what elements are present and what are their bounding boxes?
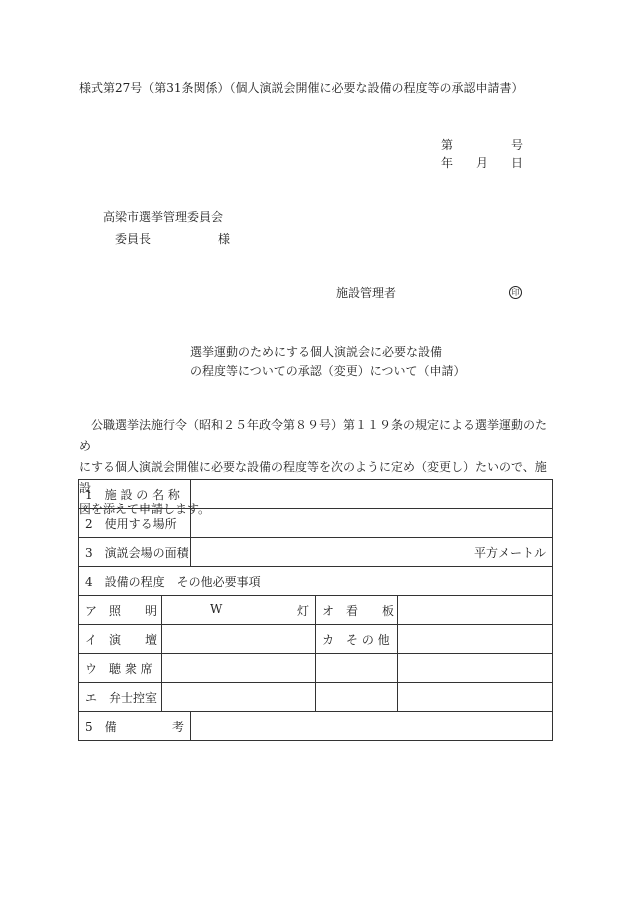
audience-seats-label: ウ 聴 衆 席	[79, 654, 162, 683]
applicant-label: 施設管理者	[336, 286, 397, 300]
audience-seats-value	[162, 654, 316, 683]
seal-mark: 印	[509, 286, 522, 299]
table-row	[79, 596, 553, 625]
table-row	[79, 654, 553, 683]
recipient-title: 委員長	[115, 232, 152, 246]
recipient-honorific: 様	[218, 232, 231, 246]
subject-line1: 選挙運動のためにする個人演説会に必要な設備	[190, 345, 443, 359]
empty-cell	[316, 654, 398, 683]
venue-area-unit: 平方メートル	[191, 538, 553, 567]
empty-cell	[316, 683, 398, 712]
doc-number-dai: 第	[441, 138, 454, 152]
subject-line2: の程度等についての承認（変更）について（申請）	[190, 364, 466, 378]
remarks-label-start: 5 備	[85, 719, 117, 734]
equipment-section-label: 4 設備の程度 その他必要事項	[79, 567, 553, 596]
date-day: 日	[511, 156, 524, 170]
empty-cell	[398, 683, 553, 712]
podium-label: イ 演 壇	[79, 625, 162, 654]
table-row	[79, 625, 553, 654]
signboard-label: オ 看 板	[316, 596, 398, 625]
signboard-value	[398, 596, 553, 625]
table-row	[79, 683, 553, 712]
doc-number-go: 号	[511, 138, 524, 152]
facility-name-label: 1 施 設 の 名 称	[79, 480, 191, 509]
date-month: 月	[476, 156, 489, 170]
lighting-label: ア 照 明	[79, 596, 162, 625]
other-label: カ そ の 他	[316, 625, 398, 654]
empty-cell	[398, 654, 553, 683]
podium-value	[162, 625, 316, 654]
table-row	[79, 567, 553, 596]
speaker-room-value	[162, 683, 316, 712]
lamp-unit: 灯	[296, 603, 309, 618]
other-value	[398, 625, 553, 654]
usage-place-label: 2 使用する場所	[79, 509, 191, 538]
table-row	[79, 509, 553, 538]
remarks-value	[191, 712, 553, 741]
remarks-label	[79, 712, 191, 741]
table-row	[79, 480, 553, 509]
lighting-value	[162, 596, 316, 625]
body-line2: にする個人演説会開催に必要な設備の程度等を次のように定め（変更し）たいので、施設	[79, 460, 547, 495]
usage-place-value	[191, 509, 553, 538]
body-line3: 図を添えて申請します。	[79, 502, 211, 516]
table-row	[79, 712, 553, 741]
venue-area-label: 3 演説会場の面積	[79, 538, 191, 567]
watt-unit: W	[210, 601, 223, 616]
facility-name-value	[191, 480, 553, 509]
remarks-label-end: 考	[171, 719, 184, 734]
table-row	[79, 538, 553, 567]
date-year: 年	[441, 156, 454, 170]
application-table	[78, 479, 553, 741]
recipient-org: 高梁市選挙管理委員会	[103, 210, 224, 224]
form-header: 様式第27号（第31条関係）（個人演説会開催に必要な設備の程度等の承認申請書）	[79, 81, 524, 95]
body-line1: 公職選挙法施行令（昭和２５年政令第８９号）第１１９条の規定による選挙運動のため	[79, 418, 548, 453]
speaker-room-label: エ 弁士控室	[79, 683, 162, 712]
